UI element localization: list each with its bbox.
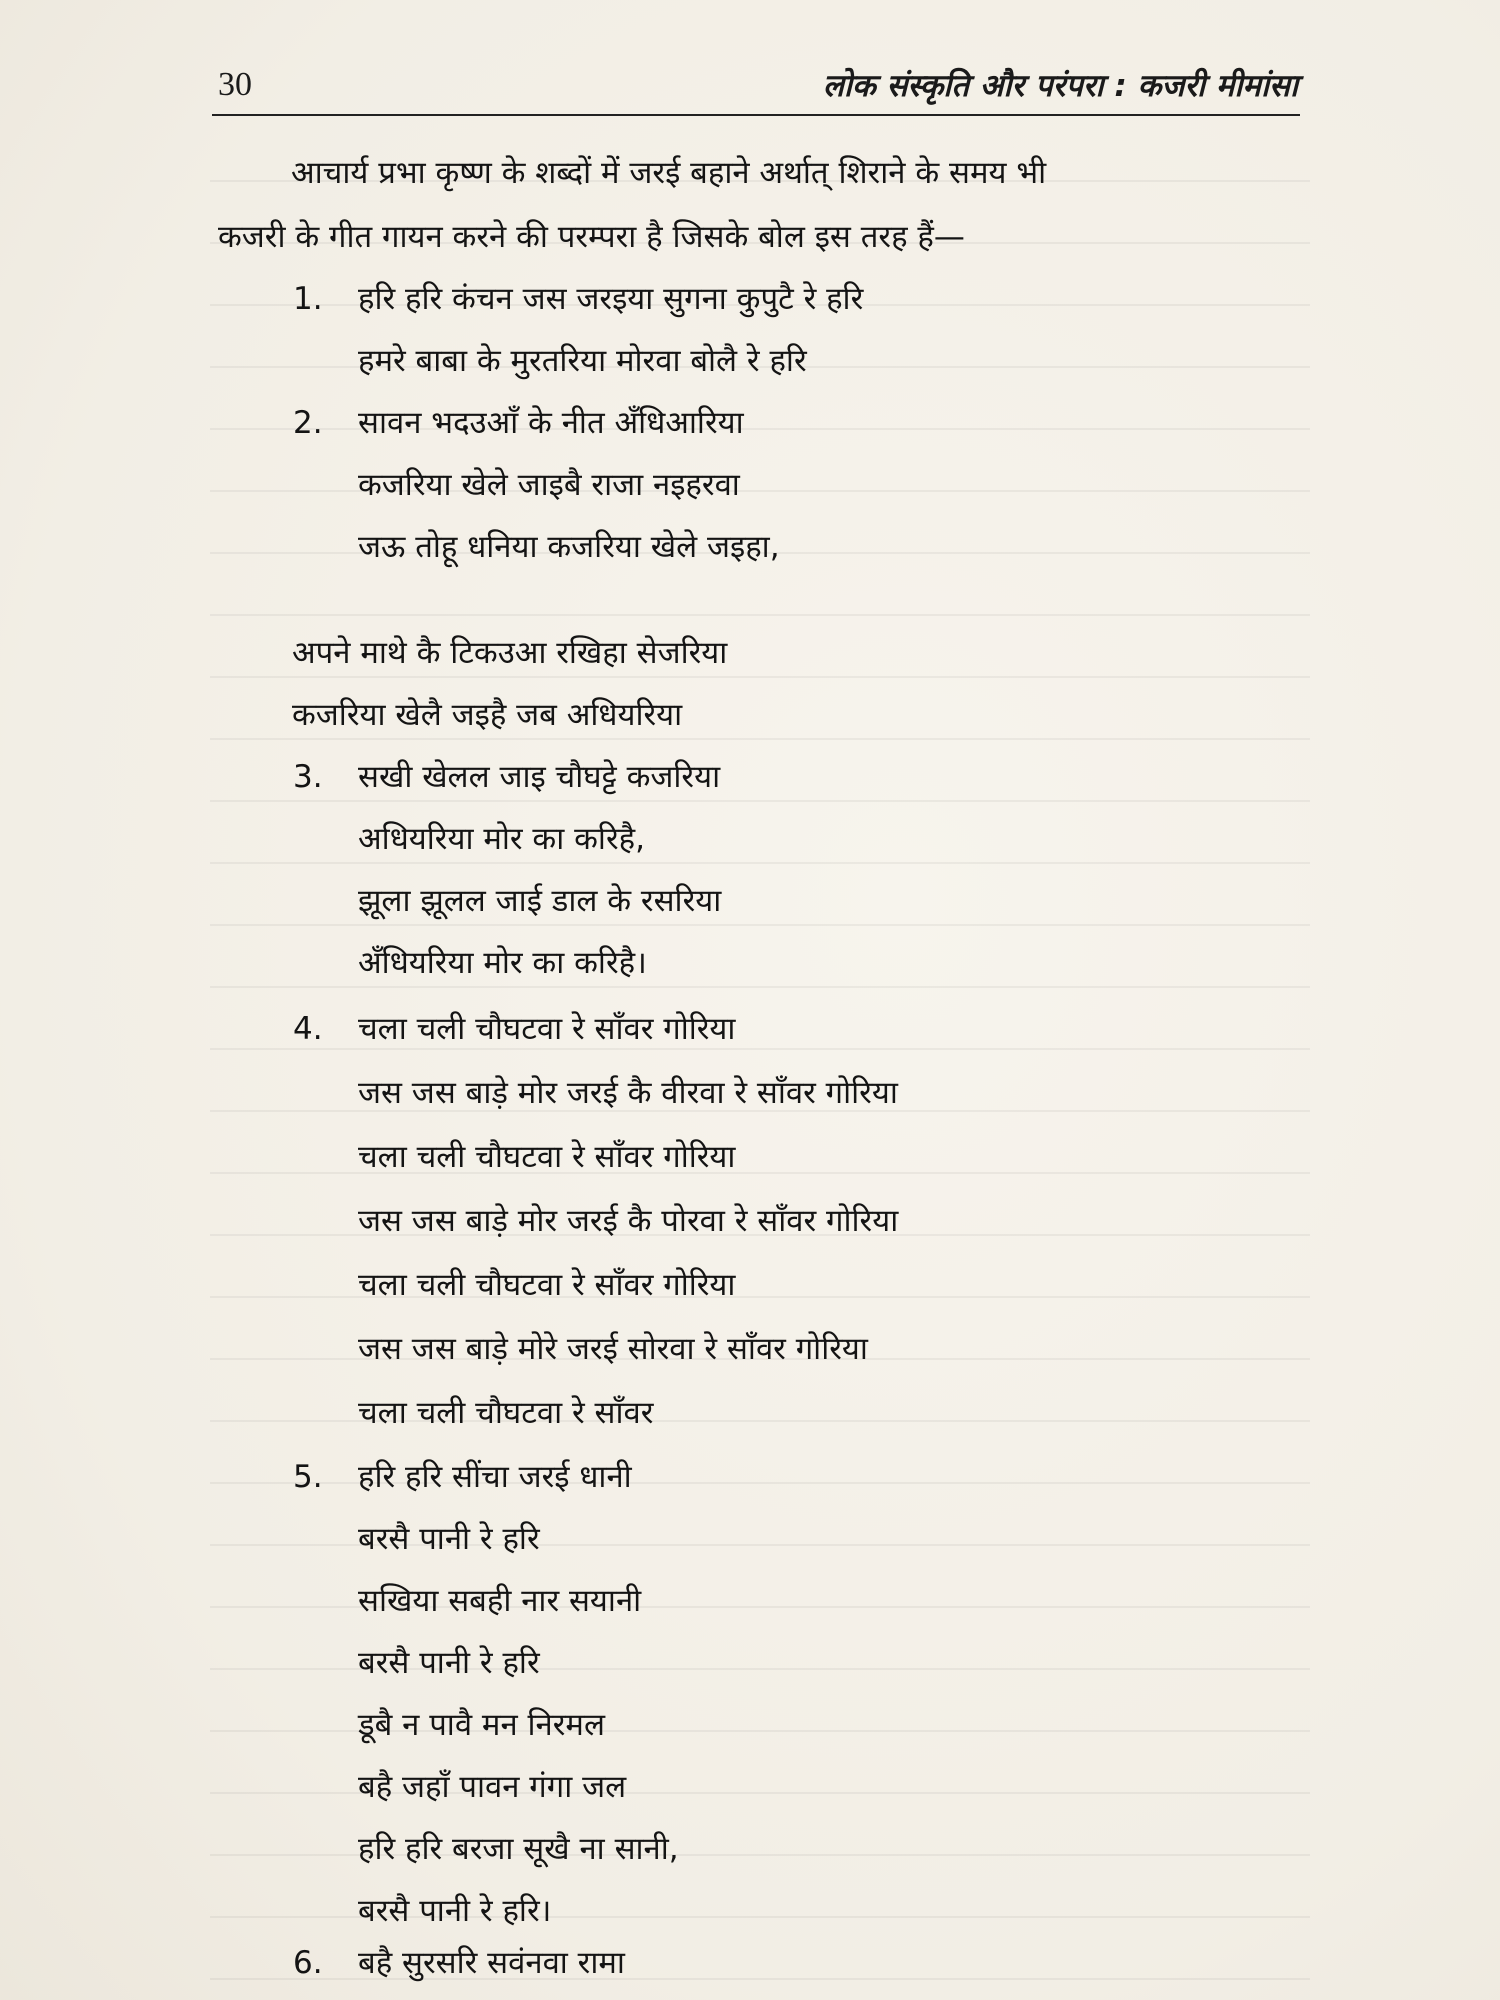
verse-line: जऊ तोहू धनिया कजरिया खेले जइहा,: [358, 529, 780, 565]
song-number: 2.: [293, 405, 323, 441]
verse-line: बरसै पानी रे हरि: [358, 1521, 540, 1557]
verse-line: चला चली चौघटवा रे साँवर गोरिया: [358, 1139, 736, 1175]
verse-line: बरसै पानी रे हरि।: [358, 1893, 552, 1929]
verse-line: अँधियरिया मोर का करिहै।: [358, 945, 647, 981]
verse-line: कजरिया खेले जाइबै राजा नइहरवा: [358, 467, 740, 503]
verse-line: बहै जहाँ पावन गंगा जल: [358, 1769, 627, 1805]
song-number: 4.: [293, 1011, 323, 1047]
song-number: 6.: [293, 1945, 323, 1981]
verse-line: जस जस बाड़े मोर जरई कै पोरवा रे साँवर गोरिया: [358, 1203, 899, 1239]
page-header: [218, 58, 1298, 118]
verse-line: जस जस बाड़े मोर जरई कै वीरवा रे साँवर गोरिया: [358, 1075, 898, 1111]
verse-line: सावन भदउआँ के नीत अँधिआरिया: [358, 405, 744, 441]
header-rule: [212, 114, 1300, 116]
intro-line-2: कजरी के गीत गायन करने की परम्परा है जिसके बोल इस तरह हैं—: [218, 219, 965, 255]
verse-line: चला चली चौघटवा रे साँवर गोरिया: [358, 1267, 736, 1303]
verse-line: बरसै पानी रे हरि: [358, 1645, 540, 1681]
verse-line: बहै सुरसरि सवंनवा रामा: [358, 1945, 625, 1981]
verse-line: हरि हरि कंचन जस जरइया सुगना कुपुटै रे हरि: [358, 281, 864, 317]
verse-line: अधियरिया मोर का करिहै,: [358, 821, 645, 857]
page-number: 30: [218, 66, 252, 103]
verse-line: हरि हरि बरजा सूखै ना सानी,: [358, 1831, 679, 1867]
verse-line: डूबै न पावै मन निरमल: [358, 1707, 605, 1743]
song-number: 1.: [293, 281, 323, 317]
verse-line: सखी खेलल जाइ चौघट्टे कजरिया: [358, 759, 721, 795]
verse-line: चला चली चौघटवा रे साँवर: [358, 1395, 654, 1431]
song-number: 3.: [293, 759, 323, 795]
verse-line: सखिया सबही नार सयानी: [358, 1583, 642, 1619]
verse-line: चला चली चौघटवा रे साँवर गोरिया: [358, 1011, 736, 1047]
song-number: 5.: [293, 1459, 323, 1495]
verse-line: अपने माथे कै टिकउआ रखिहा सेजरिया: [292, 635, 728, 671]
verse-line: हमरे बाबा के मुरतरिया मोरवा बोलै रे हरि: [358, 343, 807, 379]
running-title: लोक संस्कृति और परंपरा : कजरी मीमांसा: [822, 68, 1298, 104]
verse-line: हरि हरि सींचा जरई धानी: [358, 1459, 632, 1495]
verse-line: कजरिया खेलै जइहै जब अधियरिया: [292, 697, 683, 733]
verse-line: झूला झूलल जाई डाल के रसरिया: [358, 883, 722, 919]
intro-line-1: आचार्य प्रभा कृष्ण के शब्दों में जरई बहाने अर्थात् शिराने के समय भी: [291, 155, 1047, 191]
verse-line: जस जस बाड़े मोरे जरई सोरवा रे साँवर गोरिया: [358, 1331, 868, 1367]
